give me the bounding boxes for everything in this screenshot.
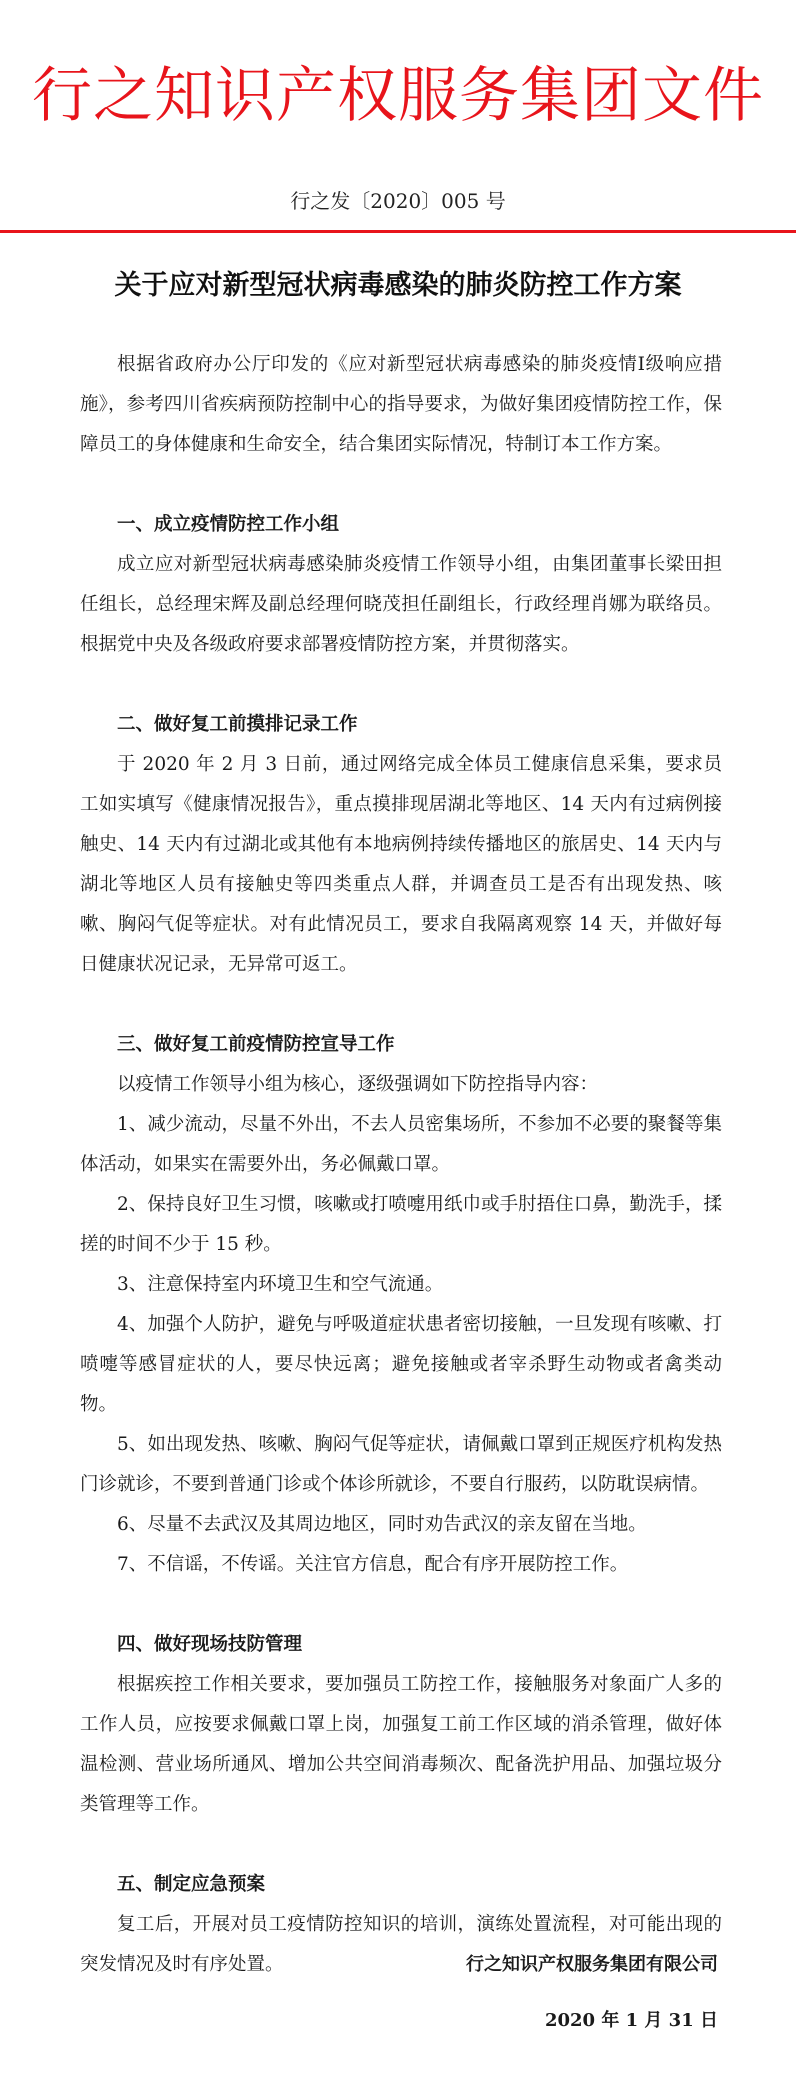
section-spacer: [80, 465, 722, 505]
section-heading: 五、制定应急预案: [117, 1874, 266, 1895]
signature-company: 行之知识产权服务集团有限公司: [466, 1954, 718, 1975]
section-paragraph: 成立应对新型冠状病毒感染肺炎疫情工作领导小组，由集团董事长梁田担任组长，总经理宋辉及副总经理何晓茂担任副组长，行政经理肖娜为联络员。根据党中央及各级政府要求部署疫情防控方案，并贯彻落实。: [80, 554, 722, 655]
section-paragraph: 以疫情工作领导小组为核心，逐级强调如下防控指导内容：: [117, 1074, 599, 1095]
list-item: 4、加强个人防护，避免与呼吸道症状患者密切接触，一旦发现有咳嗽、打喷嚏等感冒症状的人，要尽快远离；避免接触或者宰杀野生动物或者禽类动物。: [80, 1314, 722, 1415]
section-spacer: [80, 1825, 722, 1865]
section-paragraph: 复工后，开展对员工疫情防控知识的培训，演练处置流程，对可能出现的突发情况及时有序处置。: [80, 1914, 722, 1975]
document-title: 关于应对新型冠状病毒感染的肺炎防控工作方案: [114, 270, 682, 301]
intro-paragraph: 根据省政府办公厅印发的《应对新型冠状病毒感染的肺炎疫情Ⅰ级响应措施》，参考四川省疾病预防控制中心的指导要求，为做好集团疫情防控工作，保障员工的身体健康和生命安全，结合集团实际情况，特制订本工作方案。: [80, 354, 722, 455]
section-paragraph: 根据疾控工作相关要求，要加强员工防控工作，接触服务对象面广人多的工作人员，应按要求佩戴口罩上岗，加强复工前工作区域的消杀管理，做好体温检测、营业场所通风、增加公共空间消毒频次、配备洗护用品、加强垃圾分类管理等工作。: [80, 1674, 722, 1815]
list-item: 7、不信谣，不传谣。关注官方信息，配合有序开展防控工作。: [117, 1554, 629, 1575]
signature-date: 2020 年 1 月 31 日: [544, 2010, 718, 2031]
list-item: 1、减少流动，尽量不外出，不去人员密集场所，不参加不必要的聚餐等集体活动，如果实在需要外出，务必佩戴口罩。: [80, 1114, 722, 1175]
list-item: 5、如出现发热、咳嗽、胸闷气促等症状，请佩戴口罩到正规医疗机构发热门诊就诊，不要到普通门诊或个体诊所就诊，不要自行服药，以防耽误病情。: [80, 1434, 722, 1495]
section-paragraph: 于 2020 年 2 月 3 日前，通过网络完成全体员工健康信息采集，要求员工如实填写《健康情况报告》，重点摸排现居湖北等地区、14 天内有过病例接触史、14 天内有过湖北或其他有本地病例持续传播地区的旅居史、14 天内与湖北等地区人员有接触史等四类重点人群，并调查员工是否有出现发热、咳嗽、胸闷气促等症状。对有此情况员工，要求自我隔离观察 14 天，并做好每日健康状况记录，无异常可返工。: [80, 754, 722, 975]
document-body: [80, 345, 722, 1985]
section-heading: 四、做好现场技防管理: [117, 1634, 303, 1655]
section-heading: 一、成立疫情防控工作小组: [117, 514, 340, 535]
list-item: 6、尽量不去武汉及其周边地区，同时劝告武汉的亲友留在当地。: [117, 1514, 647, 1535]
section-spacer: [80, 1585, 722, 1625]
document-number: 行之发〔2020〕005 号: [290, 189, 506, 213]
section-spacer: [80, 665, 722, 705]
org-header-title: 行之知识产权服务集团文件: [32, 61, 764, 131]
list-item: 3、注意保持室内环境卫生和空气流通。: [117, 1274, 444, 1295]
list-item: 2、保持良好卫生习惯，咳嗽或打喷嚏用纸巾或手肘捂住口鼻，勤洗手，揉搓的时间不少于 15 秒。: [80, 1194, 722, 1255]
section-heading: 三、做好复工前疫情防控宣导工作: [117, 1034, 395, 1055]
section-heading: 二、做好复工前摸排记录工作: [117, 714, 358, 735]
signature-block: [466, 1945, 718, 2041]
section-spacer: [80, 985, 722, 1025]
red-divider-line: [0, 230, 796, 233]
